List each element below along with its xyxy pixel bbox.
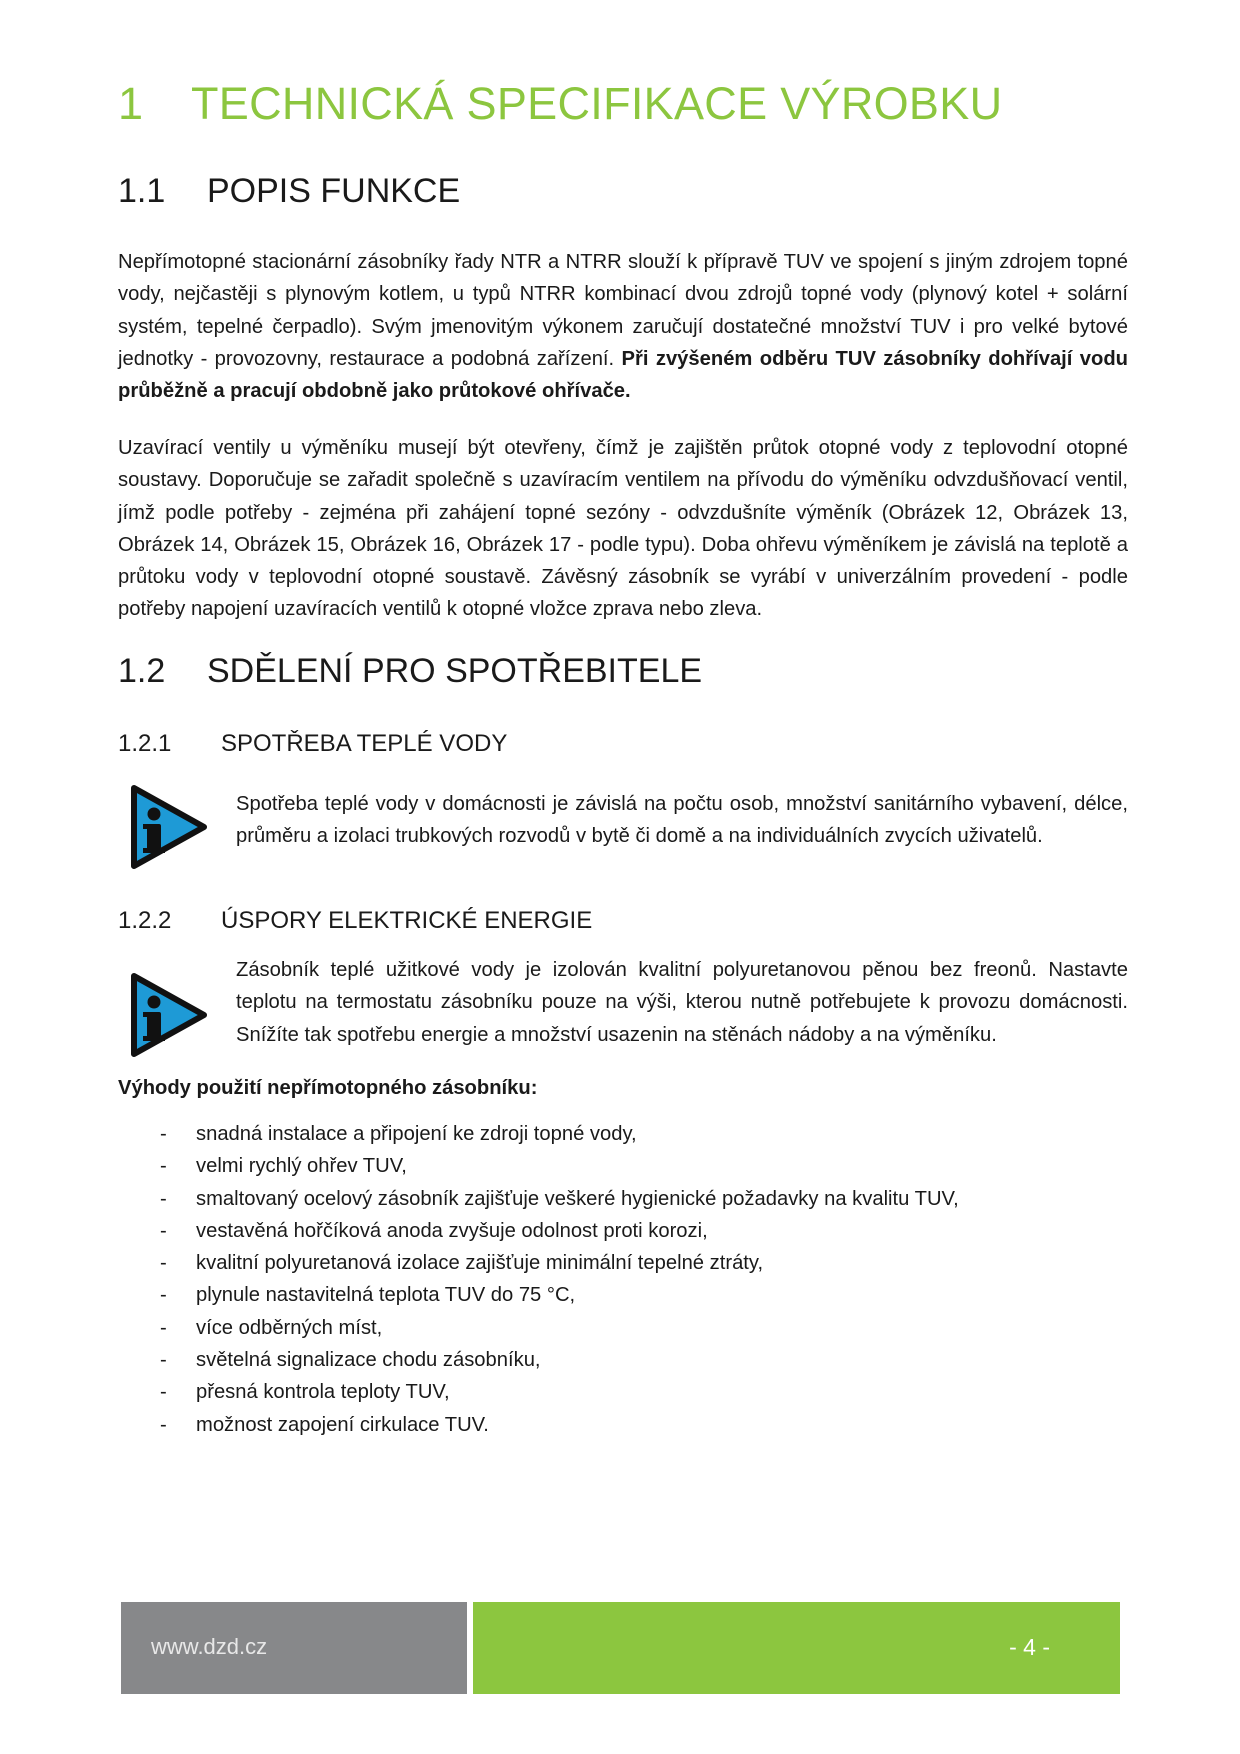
list-item-text: více odběrných míst, xyxy=(196,1316,383,1339)
subsection-title: ÚSPORY ELEKTRICKÉ ENERGIE xyxy=(221,907,593,934)
list-item-text: kvalitní polyuretanová izolace zajišťuje minimální tepelné ztráty, xyxy=(196,1252,764,1275)
list-item xyxy=(160,1247,959,1279)
page-number: - 4 - xyxy=(1009,1634,1050,1660)
list-item xyxy=(160,1376,959,1408)
list-dash: - xyxy=(160,1252,167,1275)
list-item xyxy=(160,1118,959,1150)
footer-right-block xyxy=(473,1602,1120,1694)
list-dash: - xyxy=(160,1187,167,1210)
section-heading-1-2 xyxy=(118,652,702,691)
list-item xyxy=(160,1409,959,1441)
note-energy-savings: Zásobník teplé užitkové vody je izolován kvalitní polyuretanovou pěnou bez freonů. Nastavte teplotu na termostatu zásobníku pouze na výši, kterou nutně potřebujete k provozu domácnosti. Snížíte tak spotřebu energie a množství usazenin na stěnách nádoby a na výměníku. xyxy=(236,959,1128,1046)
chapter-number: 1 xyxy=(118,78,144,129)
list-dash: - xyxy=(160,1381,167,1404)
list-item-text: světelná signalizace chodu zásobníku, xyxy=(196,1349,541,1372)
paragraph-valves: Uzavírací ventily u výměníku musejí být otevřeny, čímž je zajištěn průtok otopné vody z teplovodní otopné soustavy. Doporučuje se zařadit společně s uzavíracím ventilem na přívodu do výměníku odvzdušňovací ventil, jímž podle potřeby - zejména při zahájení topné sezóny - odvzdušníte výměník (Obrázek 12, Obrázek 13, Obrázek 14, Obrázek 15, Obrázek 16, Obrázek 17 - podle typu). Doba ohřevu výměníkem je závislá na teplotě a průtoku vody v teplovodní otopné soustavě. Závěsný zásobník se vyrábí v univerzálním provedení - podle potřeby napojení uzavíracích ventilů k otopné vložce zprava nebo zleva. xyxy=(118,437,1128,621)
section-number: 1.1 xyxy=(118,172,166,210)
list-item-text: vestavěná hořčíková anoda zvyšuje odolnost proti korozi, xyxy=(196,1219,708,1242)
chapter-heading xyxy=(118,78,1002,130)
list-item-text: plynule nastavitelná teplota TUV do 75 °C, xyxy=(196,1284,576,1307)
list-item xyxy=(160,1344,959,1376)
list-dash: - xyxy=(160,1413,167,1436)
list-item xyxy=(160,1150,959,1182)
info-icon xyxy=(128,972,208,1058)
list-item xyxy=(160,1279,959,1311)
list-item-text: snadná instalace a připojení ke zdroji topné vody, xyxy=(196,1123,637,1145)
section-number: 1.2 xyxy=(118,652,166,690)
list-item xyxy=(160,1183,959,1215)
list-dash: - xyxy=(160,1123,167,1145)
list-dash: - xyxy=(160,1284,167,1307)
paragraph-text: Nepřímotopné stacionární zásobníky řady NTR a NTRR slouží k přípravě TUV ve spojení s jiným zdrojem topné vody, nejčastěji s plynovým kotlem, u typů NTRR kombinací dvou zdrojů topné vody (plynový kotel + solární systém, tepelné čerpadlo). Svým jmenovitým výkonem zaručují dostatečné množství TUV i pro velké bytové jednotky - provozovny, restaurace a podobná zařízení. xyxy=(118,251,1128,370)
list-item-text: velmi rychlý ohřev TUV, xyxy=(196,1155,407,1178)
chapter-title: TECHNICKÁ SPECIFIKACE VÝROBKU xyxy=(191,78,1003,129)
paragraph-function-description xyxy=(118,246,1128,407)
subsection-number: 1.2.2 xyxy=(118,907,172,934)
footer-website-link[interactable]: www.dzd.cz xyxy=(151,1634,268,1659)
list-item-text: smaltovaný ocelový zásobník zajišťuje veškeré hygienické požadavky na kvalitu TUV, xyxy=(196,1187,959,1210)
subsection-heading-1-2-2 xyxy=(118,907,592,935)
footer-left-block xyxy=(121,1602,467,1694)
list-dash: - xyxy=(160,1155,167,1178)
paragraph-bold-text: Při zvýšeném odběru TUV zásobníky dohřívají vodu průběžně a pracují obdobně jako průtokové ohřívače. xyxy=(118,347,1129,403)
section-heading-1-1 xyxy=(118,172,460,211)
section-title: POPIS FUNKCE xyxy=(207,172,461,210)
list-dash: - xyxy=(160,1219,167,1242)
subsection-heading-1-2-1 xyxy=(118,730,507,758)
note-water-consumption: Spotřeba teplé vody v domácnosti je závislá na počtu osob, množství sanitárního vybavení, délce, průměru a izolaci trubkových rozvodů v bytě či domě a na individuálních zvycích uživatelů. xyxy=(236,793,1128,848)
list-dash: - xyxy=(160,1316,167,1339)
subsection-number: 1.2.1 xyxy=(118,730,172,757)
subsection-title: SPOTŘEBA TEPLÉ VODY xyxy=(221,730,508,757)
section-title: SDĚLENÍ PRO SPOTŘEBITELE xyxy=(207,652,703,690)
list-item-text: možnost zapojení cirkulace TUV. xyxy=(196,1413,489,1436)
list-item xyxy=(160,1215,959,1247)
advantages-list xyxy=(160,1118,959,1441)
list-item-text: přesná kontrola teploty TUV, xyxy=(196,1381,450,1404)
list-item xyxy=(160,1312,959,1344)
info-icon xyxy=(128,784,208,870)
advantages-title: Výhody použití nepřímotopného zásobníku: xyxy=(118,1077,538,1099)
list-dash: - xyxy=(160,1349,167,1372)
